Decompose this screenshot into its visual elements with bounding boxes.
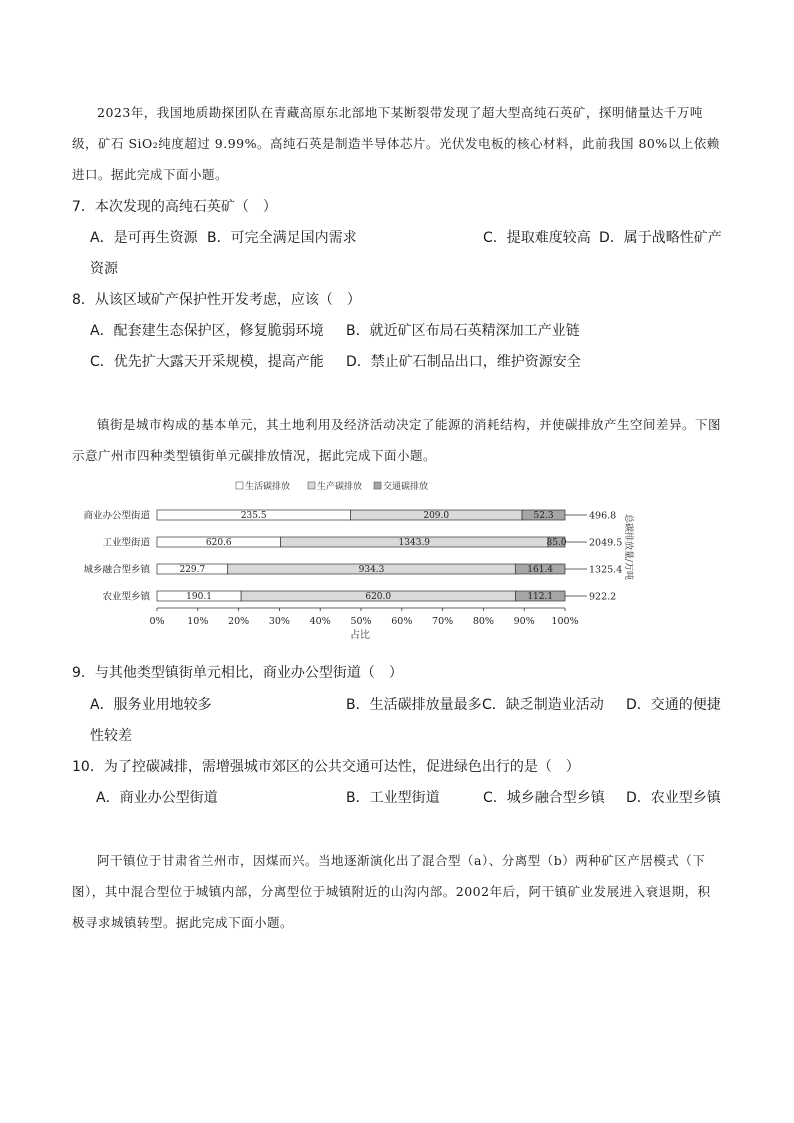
question-9-option-b[interactable]: B．生活碳排放量最多 [346,697,482,713]
x-tick-label-4: 40% [309,616,331,627]
question-7-option-b[interactable]: B．可完全满足国内需求 [207,230,357,246]
question-9-option-d[interactable]: D．交通的便捷 [626,697,721,713]
bar-value-label-1-1: 235.5 [240,511,267,522]
x-tick-label-0: 0% [149,616,165,627]
bar-value-label-2-2: 1343.9 [398,538,431,549]
question-10-option-d[interactable]: D．农业型乡镇 [626,790,721,806]
legend-label-3: 交通碳排放 [383,482,429,492]
question-7-option-c[interactable]: C．提取难度较高 [483,230,591,246]
x-tick-label-9: 90% [513,616,535,627]
bar-value-label-1-3: 52.3 [533,511,554,522]
question-10-option-b[interactable]: B．工业型街道 [346,790,440,806]
x-tick-label-10: 100% [551,616,579,627]
question-10-option-c[interactable]: C．城乡融合型乡镇 [483,790,605,806]
question-8-stem: 8．从该区域矿产保护性开发考虑，应该（ ） [72,292,361,308]
bar-value-label-2-1: 620.6 [205,538,232,549]
legend-label-1: 生活碳排放 [245,482,291,492]
passage-quartz: 2023年，我国地质勘探团队在青藏高原东北部地下某断裂带发现了超大型高纯石英矿，探明储量达千万吨级，矿石 SiO₂纯度超过 9.99%。高纯石英是制造半导体芯片。光伏发电板的核心材料，此前我国 80%以上依赖进口。据此完成下面小题。 [72,105,720,182]
passage-agan-town: 阿干镇位于甘肃省兰州市，因煤而兴。当地逐渐演化出了混合型（a）、分离型（b）两种矿区产居模式（下图），其中混合型位于城镇内部，分离型位于城镇附近的山沟内部。2002年后，阿干镇矿业发展进入衰退期，积极寻求城镇转型。据此完成下面小题。 [72,853,711,930]
category-label-1: 商业办公型街道 [83,510,150,522]
bar-value-label-4-2: 620.0 [365,592,392,603]
x-tick-label-5: 50% [350,616,372,627]
bar-value-label-4-1: 190.1 [186,592,212,603]
x-tick-label-6: 60% [391,616,413,627]
question-7-option-d-continued: 资源 [90,261,118,277]
legend-swatch-2 [308,482,315,489]
bar-value-label-4-3: 112.1 [527,592,554,603]
question-7-option-a[interactable]: A．是可再生资源 [90,230,198,246]
question-10-option-a[interactable]: A．商业办公型街道 [96,790,218,806]
bar-value-label-3-3: 161.4 [527,565,554,576]
legend-swatch-1 [236,482,243,489]
bar-value-label-3-1: 229.7 [179,565,206,576]
bar-value-label-2-3: 85.0 [546,538,567,549]
question-9-stem: 9．与其他类型镇街单元相比，商业办公型街道（ ） [72,665,403,681]
x-tick-label-8: 80% [472,616,494,627]
question-10-stem: 10．为了控碳减排，需增强城市郊区的公共交通可达性，促进绿色出行的是（ ） [72,759,580,775]
question-8-option-a[interactable]: A．配套建生态保护区，修复脆弱环境 [90,323,324,339]
total-value-3: 1325.4 [589,564,623,576]
total-value-1: 496.8 [589,510,617,522]
total-value-4: 922.2 [589,591,617,603]
question-7-option-d[interactable]: D．属于战略性矿产 [599,230,722,246]
chart-legend [236,480,428,492]
x-tick-label-1: 10% [187,616,209,627]
x-tick-label-7: 70% [432,616,454,627]
question-9-option-a[interactable]: A．服务业用地较多 [90,697,212,713]
carbon-emission-chart [60,474,660,644]
legend-label-2: 生产碳排放 [317,482,363,492]
question-8-option-c[interactable]: C．优先扩大露天开采规模，提高产能 [90,354,324,370]
question-8-option-d[interactable]: D．禁止矿石制品出口，维护资源安全 [346,354,581,370]
x-tick-label-3: 30% [268,616,290,627]
category-label-4: 农业型乡镇 [102,591,150,603]
bar-value-label-3-2: 934.3 [358,565,385,576]
x-tick-label-2: 20% [228,616,250,627]
question-9-option-d-continued: 性较差 [90,728,132,744]
chart-x-axis-label: 占比 [350,630,370,641]
legend-swatch-3 [374,482,381,489]
question-7-stem: 7．本次发现的高纯石英矿（ ） [72,199,277,215]
category-label-2: 工业型街道 [102,537,150,549]
chart-right-axis-label: 总碳排放量/万吨 [623,514,633,581]
passage-carbon: 镇街是城市构成的基本单元，其土地利用及经济活动决定了能源的消耗结构，并使碳排放产生空间差异。下图示意广州市四种类型镇街单元碳排放情况，据此完成下面小题。 [72,417,722,463]
category-label-3: 城乡融合型乡镇 [83,564,150,576]
question-8-option-b[interactable]: B．就近矿区布局石英精深加工产业链 [346,323,580,339]
total-value-2: 2049.5 [589,537,623,549]
bar-value-label-1-2: 209.0 [423,511,450,522]
question-9-option-c[interactable]: C．缺乏制造业活动 [482,697,604,713]
